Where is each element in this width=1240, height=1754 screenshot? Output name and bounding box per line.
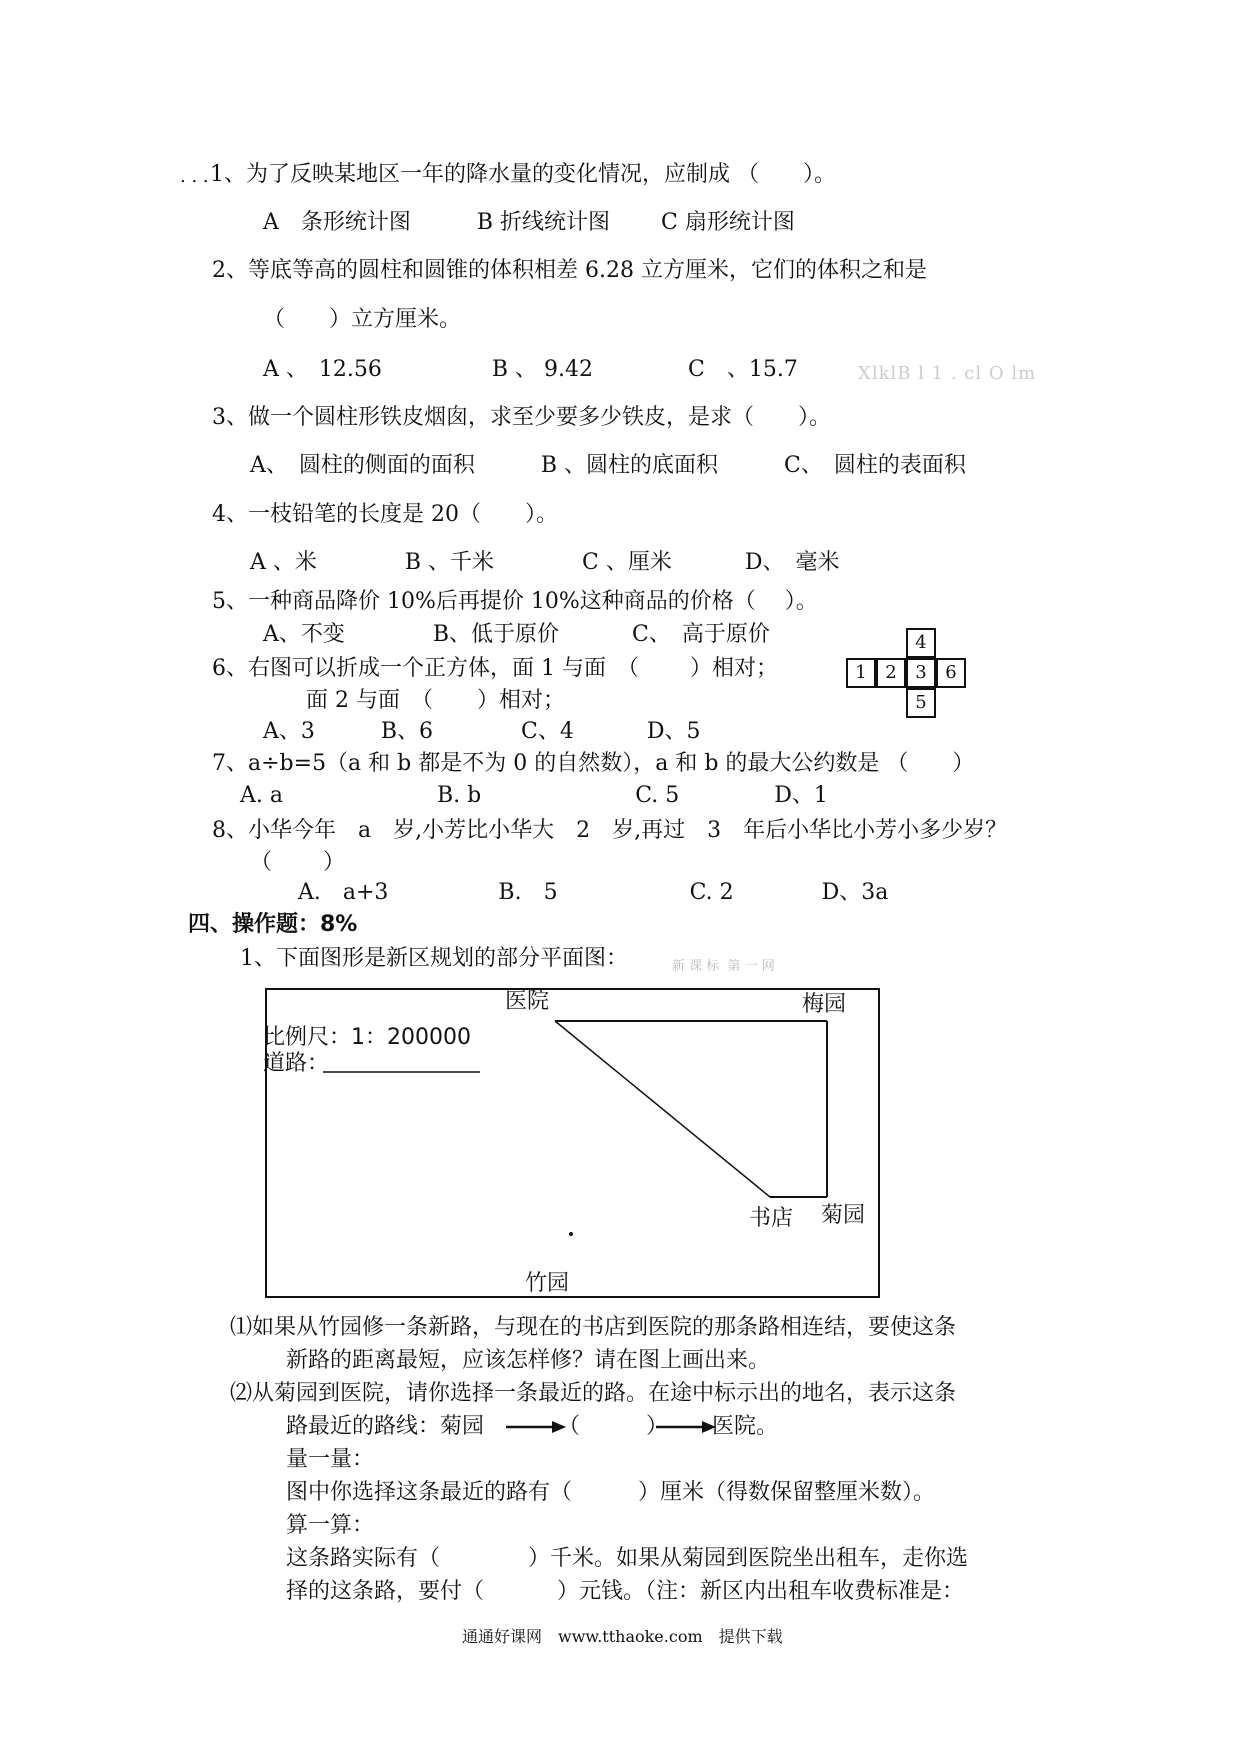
calc-title: 算一算：	[286, 1513, 375, 1538]
label-scale: 比例尺：1：200000	[263, 1025, 471, 1050]
label-plum-garden: 梅园	[802, 992, 847, 1017]
footer: 通通好课网 www.tthaoke.com 提供下载	[462, 1627, 783, 1646]
p2-route-label: 路最近的路线：菊园	[286, 1414, 485, 1439]
calc-line1: 这条路实际有（ ）千米。如果从菊园到医院坐出租车，走你选	[286, 1546, 969, 1571]
q7-options: A. a B. b C. 5 D、1	[240, 783, 828, 808]
q2-watermark: XlklB l 1 . cl O lm	[858, 363, 1037, 384]
q2-text: 2、等底等高的圆柱和圆锥的体积相差 6.28 立方厘米，它们的体积之和是	[212, 258, 927, 283]
q4-options: A 、米 B 、千米 C 、厘米 D、 毫米	[250, 550, 840, 575]
cube-face: 3	[906, 658, 936, 688]
p2-route-end: 医院。	[712, 1414, 779, 1439]
q3-text: 3、做一个圆柱形铁皮烟囱，求至少要多少铁皮，是求（ ）。	[212, 405, 831, 430]
measure-text: 图中你选择这条最近的路有（ ）厘米（得数保留整厘米数）。	[286, 1480, 936, 1505]
cube-face: 1	[846, 658, 876, 688]
q8-options: A. a+3 B. 5 C. 2 D、3a	[298, 880, 889, 905]
q2-text2: （ ）立方厘米。	[263, 307, 462, 332]
q7-text: 7、a÷b=5（a 和 b 都是不为 0 的自然数），a 和 b 的最大公约数是 （ ）	[212, 751, 975, 776]
p2-route-mid: （ ）	[558, 1414, 669, 1439]
q6-text2: 面 2 与面 （ ）相对；	[306, 688, 565, 713]
section4-title: 四、操作题：8%	[188, 912, 358, 937]
p2-line1: ⑵从菊园到医院，请你选择一条最近的路。在途中标示出的地名，表示这条	[230, 1381, 957, 1406]
q1-dots: . . .	[180, 166, 209, 187]
q1-text: 1、为了反映某地区一年的降水量的变化情况，应制成 （ ）。	[210, 162, 836, 187]
q5-options: A、不变 B、低于原价 C、 高于原价	[263, 622, 770, 647]
label-bookstore: 书店	[749, 1206, 794, 1231]
label-hospital: 医院	[505, 989, 550, 1014]
cube-face: 2	[876, 658, 906, 688]
q4-text: 4、一枝铅笔的长度是 20（ ）。	[212, 502, 558, 527]
section4-small-watermark: 新 课 标 第 一 网	[672, 959, 775, 974]
label-road: 道路：	[263, 1051, 330, 1076]
q2-options: A 、 12.56 B 、 9.42 C 、15.7	[263, 357, 798, 382]
q6-text: 6、右图可以折成一个正方体，面 1 与面 （ ）相对；	[212, 656, 778, 681]
q8-text: 8、小华今年 a 岁,小芳比小华大 2 岁,再过 3 年后小华比小芳小多少岁？	[212, 818, 1008, 843]
road-hospital-to-bookstore	[555, 1021, 770, 1197]
q1-options: A 条形统计图 B 折线统计图 C 扇形统计图	[263, 210, 795, 235]
bamboo-point	[569, 1232, 573, 1236]
q3-options: A、 圆柱的侧面的面积 B 、圆柱的底面积 C、 圆柱的表面积	[250, 453, 966, 478]
label-chrysanthemum-garden: 菊园	[821, 1203, 866, 1228]
q5-text: 5、一种商品降价 10%后再提价 10%这种商品的价格（ ）。	[212, 589, 818, 614]
q8-text2: （ ）	[250, 850, 345, 875]
cube-face: 6	[936, 658, 966, 688]
p1-line2: 新路的距离最短，应该怎样修？请在图上画出来。	[286, 1348, 771, 1373]
section4-q1: 1、下面图形是新区规划的部分平面图：	[240, 946, 628, 971]
q6-options: A、3 B、6 C、4 D、5	[263, 719, 701, 744]
label-bamboo-garden: 竹园	[525, 1271, 570, 1296]
cube-face: 5	[906, 688, 936, 718]
planning-map	[265, 988, 880, 1298]
measure-title: 量一量：	[286, 1447, 375, 1472]
p1-line1: ⑴如果从竹园修一条新路，与现在的书店到医院的那条路相连结，要使这条	[230, 1315, 957, 1340]
calc-line2: 择的这条路，要付（ ）元钱。（注：新区内出租车收费标准是：	[286, 1579, 964, 1604]
cube-face: 4	[906, 628, 936, 658]
arrow-icon	[656, 1417, 718, 1437]
